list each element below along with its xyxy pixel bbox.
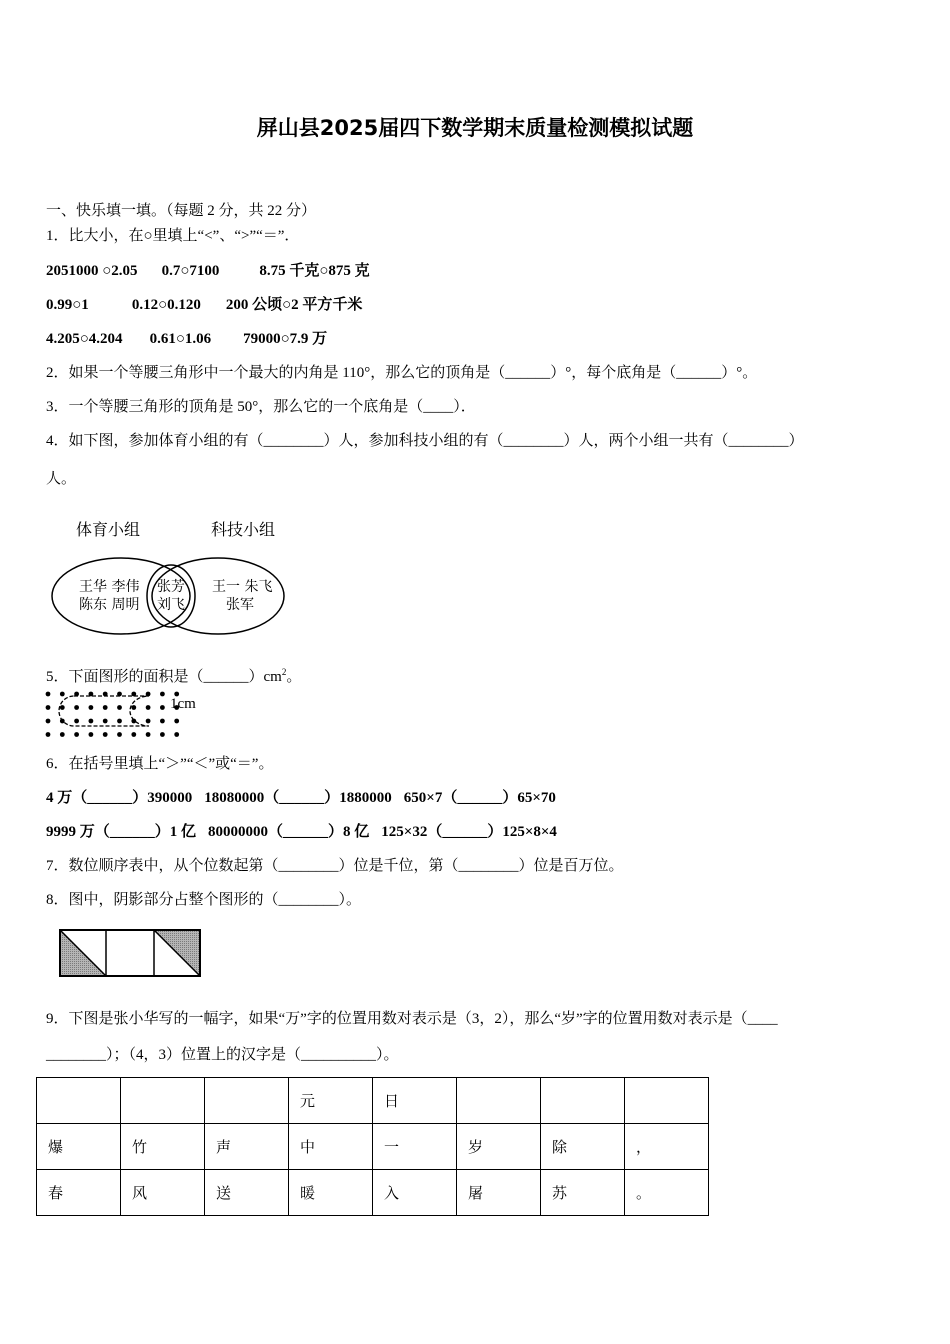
grid-dot bbox=[160, 692, 165, 697]
q1-item: 2051000 ○2.05 bbox=[46, 263, 138, 279]
sports-only-names-row-1: 王华 李伟 bbox=[79, 579, 140, 595]
grid-dot bbox=[74, 705, 79, 710]
q6-item: 18080000（______）1880000 bbox=[204, 790, 392, 806]
grid-cell bbox=[37, 1078, 121, 1124]
page-title: 屏山县2025届四下数学期末质量检测模拟试题 bbox=[256, 116, 694, 140]
grid-dot bbox=[146, 732, 151, 737]
grid-cell: 元 bbox=[289, 1078, 373, 1124]
grid-cell: 竹 bbox=[121, 1124, 205, 1170]
both-groups-names-row-2: 刘飞 bbox=[157, 597, 185, 613]
grid-dot bbox=[46, 719, 51, 724]
character-grid bbox=[36, 1077, 709, 1216]
grid-cell bbox=[205, 1078, 289, 1124]
grid-dot bbox=[89, 732, 94, 737]
grid-dot bbox=[160, 719, 165, 724]
q1-item: 0.61○1.06 bbox=[149, 331, 212, 347]
table-row bbox=[37, 1078, 709, 1124]
q1-item: 0.7○7100 bbox=[161, 263, 220, 279]
question-1-row-1 bbox=[46, 261, 370, 281]
grid-dot bbox=[117, 705, 122, 710]
q6-item: 125×32（______）125×8×4 bbox=[381, 824, 557, 840]
venn-diagram bbox=[46, 510, 296, 638]
question-1-row-2 bbox=[46, 295, 362, 315]
grid-cell: 送 bbox=[205, 1170, 289, 1216]
grid-dot bbox=[174, 732, 179, 737]
table-row bbox=[37, 1170, 709, 1216]
grid-dot bbox=[89, 705, 94, 710]
question-5-unit-power: 2 bbox=[281, 667, 287, 677]
grid-dot bbox=[60, 732, 65, 737]
q1-item: 8.75 千克○875 克 bbox=[259, 263, 370, 279]
grid-dot bbox=[117, 719, 122, 724]
grid-dot bbox=[146, 719, 151, 724]
q1-item: 0.99○1 bbox=[46, 297, 89, 313]
q1-item: 79000○7.9 万 bbox=[243, 331, 328, 347]
question-5-stem: 5．下面图形的面积是（______）cm bbox=[46, 669, 282, 685]
grid-dot bbox=[74, 719, 79, 724]
grid-cell: ， bbox=[625, 1124, 709, 1170]
grid-dot bbox=[103, 732, 108, 737]
grid-dot bbox=[117, 732, 122, 737]
grid-dot bbox=[103, 705, 108, 710]
sports-only-names-row-2: 陈东 周明 bbox=[79, 597, 140, 613]
question-8: 8．图中，阴影部分占整个图形的（________）。 bbox=[46, 892, 362, 908]
science-only-names-row-2: 张军 bbox=[226, 597, 254, 613]
q1-item: 200 公顷○2 平方千米 bbox=[225, 297, 363, 313]
grid-cell: 屠 bbox=[457, 1170, 541, 1216]
q6-item: 9999 万（______）1 亿 bbox=[46, 824, 197, 840]
grid-dot bbox=[146, 705, 151, 710]
grid-cell: 中 bbox=[289, 1124, 373, 1170]
grid-dot bbox=[160, 732, 165, 737]
question-3: 3．一个等腰三角形的顶角是 50°，那么它的一个底角是（____）． bbox=[46, 399, 476, 415]
question-9-line-1: 9．下图是张小华写的一幅字，如果“万”字的位置用数对表示是（3，2），那么“岁”字的位置用数对表示是（____ bbox=[46, 1011, 778, 1027]
sports-group-ellipse bbox=[52, 558, 190, 634]
question-1-row-3 bbox=[46, 329, 327, 349]
section-1-heading: 一、快乐填一填。（每题 2 分，共 22 分） bbox=[46, 203, 317, 219]
question-1-stem: 1．比大小，在○里填上“<”、“>”“＝”． bbox=[46, 228, 300, 244]
grid-cell: 入 bbox=[373, 1170, 457, 1216]
q1-item: 0.12○0.120 bbox=[131, 297, 201, 313]
science-group-ellipse bbox=[152, 558, 284, 634]
question-9-line-2: ________）；（4，3）位置上的汉字是（__________）。 bbox=[46, 1047, 399, 1063]
grid-cell bbox=[121, 1078, 205, 1124]
shaded-squares-figure bbox=[58, 927, 204, 979]
grid-dot bbox=[174, 719, 179, 724]
grid-dot bbox=[46, 732, 51, 737]
both-groups-names-row-1: 张芳 bbox=[157, 579, 185, 595]
grid-dot bbox=[60, 692, 65, 697]
q6-item: 80000000（______）8 亿 bbox=[208, 824, 370, 840]
question-6-row-1 bbox=[46, 788, 556, 808]
grid-cell: 春 bbox=[37, 1170, 121, 1216]
science-only-names-row-1: 王一 朱飞 bbox=[212, 579, 273, 595]
grid-dot bbox=[131, 732, 136, 737]
grid-dot bbox=[89, 719, 94, 724]
question-4-line-1: 4．如下图，参加体育小组的有（________）人，参加科技小组的有（________）人，两个小组一共有（________） bbox=[46, 433, 804, 449]
question-4-line-2: 人。 bbox=[46, 471, 77, 487]
grid-dot bbox=[46, 692, 51, 697]
grid-cell: 一 bbox=[373, 1124, 457, 1170]
question-5-stem-end: 。 bbox=[286, 669, 302, 685]
grid-cell: 日 bbox=[373, 1078, 457, 1124]
grid-cell: 苏 bbox=[541, 1170, 625, 1216]
grid-cell: 爆 bbox=[37, 1124, 121, 1170]
grid-cell: 岁 bbox=[457, 1124, 541, 1170]
question-2: 2．如果一个等腰三角形中一个最大的内角是 110°，那么它的顶角是（______）°，每个底角是（______）°。 bbox=[46, 365, 758, 381]
grid-cell: 。 bbox=[625, 1170, 709, 1216]
overlap-ellipse bbox=[147, 565, 195, 627]
grid-dot bbox=[60, 705, 65, 710]
sports-group-label: 体育小组 bbox=[76, 520, 141, 539]
table-row bbox=[37, 1124, 709, 1170]
grid-dot bbox=[160, 705, 165, 710]
q6-item: 4 万（______）390000 bbox=[46, 790, 193, 806]
question-6-row-2 bbox=[46, 822, 557, 842]
science-group-label: 科技小组 bbox=[211, 520, 276, 539]
grid-cell: 除 bbox=[541, 1124, 625, 1170]
grid-cell bbox=[457, 1078, 541, 1124]
grid-dot bbox=[103, 719, 108, 724]
question-7: 7．数位顺序表中，从个位数起第（________）位是千位，第（________）位是百万位。 bbox=[46, 858, 624, 874]
grid-cell: 声 bbox=[205, 1124, 289, 1170]
question-5 bbox=[46, 662, 301, 687]
grid-dot bbox=[131, 705, 136, 710]
grid-cell: 风 bbox=[121, 1170, 205, 1216]
q6-item: 650×7（______）65×70 bbox=[403, 790, 556, 806]
q1-item: 4.205○4.204 bbox=[46, 331, 123, 347]
grid-cell bbox=[625, 1078, 709, 1124]
dot-grid-figure bbox=[42, 688, 222, 740]
grid-cell: 暖 bbox=[289, 1170, 373, 1216]
question-6-stem: 6．在括号里填上“＞”“＜”或“＝”。 bbox=[46, 756, 274, 772]
grid-cell bbox=[541, 1078, 625, 1124]
grid-dot bbox=[46, 705, 51, 710]
unit-length-label: 1cm bbox=[170, 696, 196, 712]
grid-dot bbox=[74, 732, 79, 737]
